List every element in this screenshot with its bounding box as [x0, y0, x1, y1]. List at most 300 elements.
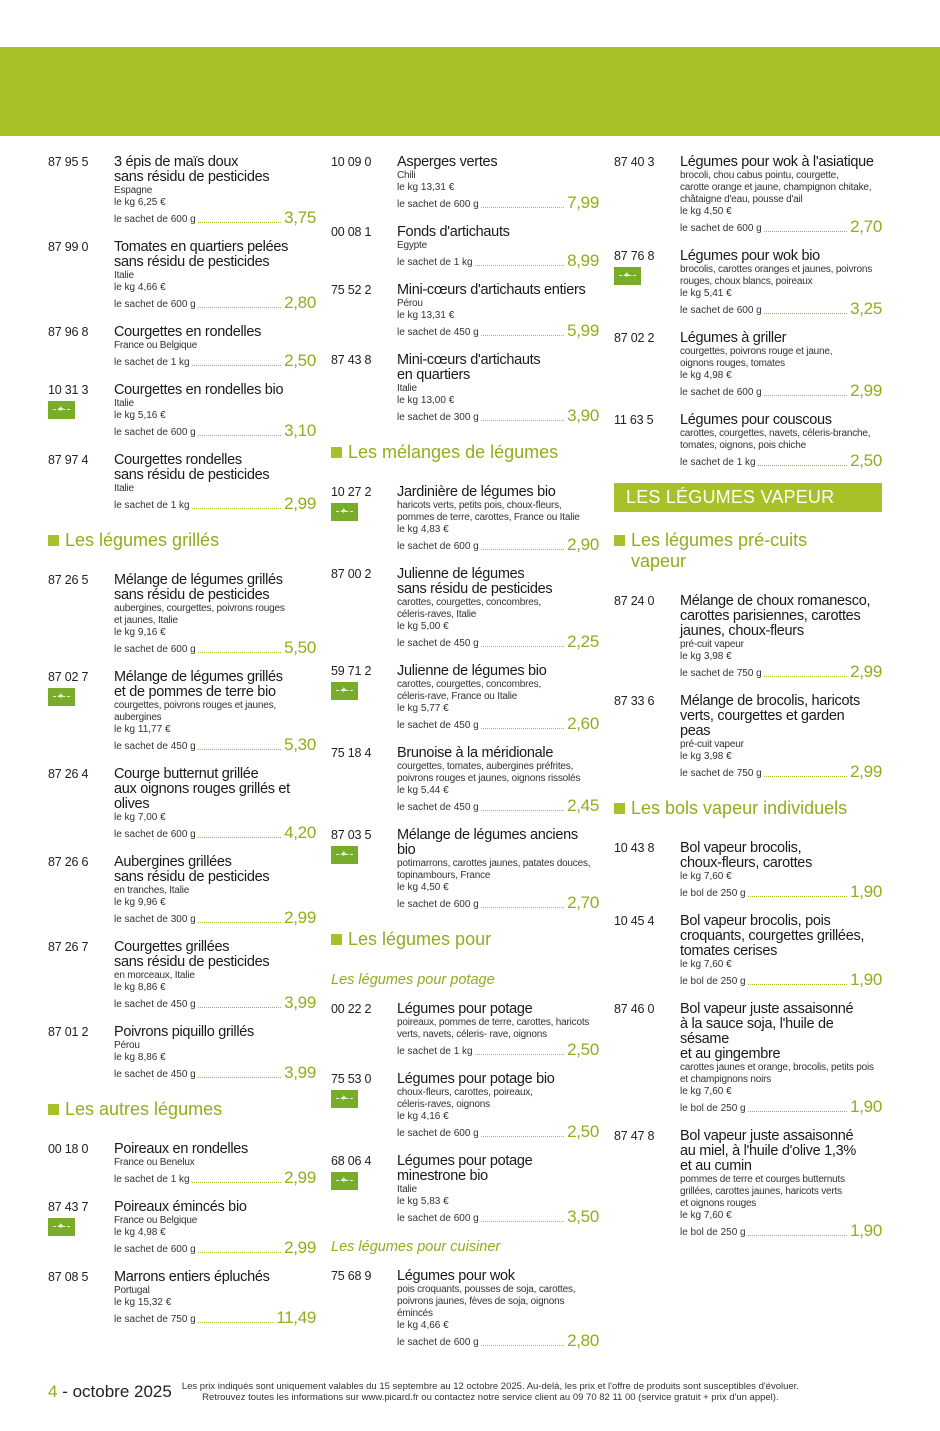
product-code-cell: [48, 453, 114, 512]
product-body: [114, 1200, 316, 1256]
product-code-cell: [48, 240, 114, 311]
product-code: 68 06 4: [331, 1154, 372, 1168]
price-row: [680, 663, 882, 680]
leader-dots: [198, 837, 281, 838]
product-name: Courgettes en rondelles: [114, 324, 262, 340]
product-item: [614, 155, 882, 235]
product-description: choux-fleurs, carottes, poireaux,: [397, 1087, 533, 1098]
product-description: Pérou: [397, 298, 423, 309]
price-row: [397, 633, 599, 650]
bio-label-icon: [48, 401, 75, 419]
package-size: le sachet de 600 g: [114, 427, 196, 438]
product-item: [48, 940, 316, 1011]
product-price: 11,49: [276, 1308, 316, 1327]
product-code-cell: [331, 1072, 397, 1140]
leader-dots: [192, 1182, 282, 1183]
price-per-kg: le kg 3,98 €: [680, 751, 732, 762]
product-code-cell: [614, 249, 680, 317]
price-per-kg: le kg 4,98 €: [114, 1227, 166, 1238]
leader-dots: [481, 207, 564, 208]
product-item: [331, 225, 599, 269]
product-item: [48, 855, 316, 926]
product-body: [397, 1269, 599, 1349]
product-list: [331, 1269, 599, 1349]
product-list: [614, 841, 882, 1239]
product-code: 10 31 3: [48, 383, 89, 397]
product-name: Légumes pour wok bio: [680, 248, 820, 264]
product-description: céleris-rave, France ou Italie: [397, 691, 518, 702]
package-size: le bol de 250 g: [680, 976, 746, 987]
product-code: 00 22 2: [331, 1002, 372, 1016]
leader-dots: [764, 776, 847, 777]
price-row: [397, 252, 599, 269]
product-name: Jardinière de légumes bio: [397, 484, 556, 500]
product-item: [331, 1154, 599, 1225]
product-name: Brunoise à la méridionale: [397, 745, 554, 761]
package-size: le sachet de 1 kg: [397, 1046, 473, 1057]
leader-dots: [192, 508, 282, 509]
price-row: [680, 452, 882, 469]
leader-dots: [481, 1136, 564, 1137]
product-name: Julienne de légumes bio: [397, 663, 547, 679]
product-code: 75 53 0: [331, 1072, 372, 1086]
package-size: le sachet de 600 g: [114, 829, 196, 840]
product-body: [114, 453, 316, 512]
product-item: [331, 1072, 599, 1140]
product-body: [680, 914, 882, 988]
price-row: [114, 909, 316, 926]
leader-dots: [198, 435, 281, 436]
price-per-kg: le kg 8,86 €: [114, 982, 166, 993]
price-per-kg: le kg 4,66 €: [114, 282, 166, 293]
product-name: carottes parisiennes, carottes: [680, 608, 861, 624]
leader-dots: [481, 335, 564, 336]
price-row: [114, 736, 316, 753]
price-row: [680, 382, 882, 399]
price-row: [114, 422, 316, 439]
product-list: [331, 1002, 599, 1225]
product-code: 87 96 8: [48, 325, 89, 339]
product-body: [397, 567, 599, 650]
package-size: le sachet de 300 g: [397, 412, 479, 423]
leader-dots: [481, 907, 564, 908]
product-code-cell: [331, 1002, 397, 1058]
product-name: Asperges vertes: [397, 154, 498, 170]
price-per-kg: le kg 7,00 €: [114, 812, 166, 823]
product-body: [397, 746, 599, 814]
bio-label-icon: [331, 503, 358, 521]
section-title: Les légumes pour: [331, 929, 599, 950]
product-body: [680, 841, 882, 900]
product-name: Mini-cœurs d'artichauts entiers: [397, 282, 586, 298]
product-body: [114, 940, 316, 1011]
product-body: [397, 155, 599, 211]
product-price: 5,99: [567, 321, 599, 340]
product-description: et oignons rouges: [680, 1198, 757, 1209]
product-code: 00 08 1: [331, 225, 372, 239]
product-price: 4,20: [284, 823, 316, 842]
bio-label-icon: [331, 1090, 358, 1108]
product-price: 1,90: [850, 1097, 882, 1116]
product-description: poireaux, pommes de terre, carottes, haricots: [397, 1017, 590, 1028]
product-name: et au gingembre: [680, 1046, 781, 1062]
product-code: 10 43 8: [614, 841, 655, 855]
product-name: Légumes pour couscous: [680, 412, 832, 428]
product-name: Courgettes grillées: [114, 939, 230, 955]
product-body: [114, 1270, 316, 1326]
product-price: 2,99: [850, 762, 882, 781]
product-code-cell: [48, 155, 114, 226]
product-name: Légumes à griller: [680, 330, 787, 346]
product-name: croquants, courgettes grillées,: [680, 928, 865, 944]
product-price: 8,99: [567, 251, 599, 270]
product-name: sans résidu de pesticides: [114, 169, 270, 185]
price-row: [114, 1169, 316, 1186]
product-code-cell: [48, 1025, 114, 1081]
leader-dots: [748, 1235, 847, 1236]
price-row: [397, 536, 599, 553]
leader-dots: [481, 549, 564, 550]
package-size: le sachet de 1 kg: [114, 500, 190, 511]
product-list: [331, 155, 599, 424]
product-description: courgettes, poivrons rouges et jaunes,: [114, 700, 276, 711]
product-name: Légumes pour wok: [397, 1268, 515, 1284]
product-name: Courgettes rondelles: [114, 452, 242, 468]
leader-dots: [758, 465, 848, 466]
product-price: 2,25: [567, 632, 599, 651]
product-list: [48, 155, 316, 512]
product-code: 87 02 7: [48, 670, 89, 684]
product-description: haricots verts, petits pois, choux-fleurs,: [397, 500, 562, 511]
product-description: Portugal: [114, 1285, 150, 1296]
product-description: courgettes, tomates, aubergines préfrites,: [397, 761, 574, 772]
product-name: Courgettes en rondelles bio: [114, 382, 284, 398]
product-list: [331, 485, 599, 911]
product-price: 1,90: [850, 1221, 882, 1240]
product-name: Mélange de légumes grillés: [114, 572, 283, 588]
product-description: tomates, oignons, pois chiche: [680, 440, 806, 451]
package-size: le sachet de 1 kg: [397, 257, 473, 268]
product-body: [114, 240, 316, 311]
header-band: [0, 47, 940, 136]
product-name: et au cumin: [680, 1158, 752, 1174]
product-code: 10 27 2: [331, 485, 372, 499]
column-3: [614, 155, 882, 1253]
leader-dots: [764, 395, 847, 396]
price-row: [397, 894, 599, 911]
product-code-cell: [614, 1129, 680, 1239]
product-code-cell: [48, 1142, 114, 1186]
product-description: France ou Belgique: [114, 340, 198, 351]
product-code-cell: [48, 855, 114, 926]
product-code: 87 26 5: [48, 573, 89, 587]
product-price: 2,99: [284, 494, 316, 513]
product-code-cell: [331, 828, 397, 911]
product-name: sans résidu de pesticides: [114, 254, 270, 270]
price-per-kg: le kg 5,41 €: [680, 288, 732, 299]
bio-label-icon: [48, 688, 75, 706]
product-price: 3,50: [567, 1207, 599, 1226]
product-description: pré-cuit vapeur: [680, 739, 744, 750]
product-name: Poivrons piquillo grillés: [114, 1024, 254, 1040]
package-size: le sachet de 450 g: [397, 327, 479, 338]
package-size: le sachet de 600 g: [114, 1244, 196, 1255]
product-description: carottes, courgettes, concombres,: [397, 679, 542, 690]
leader-dots: [198, 1077, 281, 1078]
product-body: [680, 155, 882, 235]
product-body: [680, 594, 882, 680]
product-description: et champignons noirs: [680, 1074, 772, 1085]
product-code: 87 26 6: [48, 855, 89, 869]
product-description: Italie: [114, 270, 134, 281]
price-per-kg: le kg 9,96 €: [114, 897, 166, 908]
product-code: 87 01 2: [48, 1025, 89, 1039]
leader-dots: [764, 676, 847, 677]
product-item: [48, 767, 316, 841]
package-size: le sachet de 450 g: [114, 741, 196, 752]
product-item: [48, 383, 316, 439]
subsection-title: Les légumes pour cuisiner: [331, 1239, 501, 1255]
product-code: 75 68 9: [331, 1269, 372, 1283]
product-code: 87 43 7: [48, 1200, 89, 1214]
product-price: 3,99: [284, 1063, 316, 1082]
product-price: 2,70: [567, 893, 599, 912]
product-code: 87 24 0: [614, 594, 655, 608]
product-item: [331, 664, 599, 732]
package-size: le sachet de 750 g: [114, 1314, 196, 1325]
product-code-cell: [614, 413, 680, 469]
leader-dots: [481, 728, 564, 729]
price-per-kg: le kg 7,60 €: [680, 959, 732, 970]
product-name: Légumes pour potage bio: [397, 1071, 555, 1087]
product-description: Italie: [397, 1184, 417, 1195]
category-banner: LES LÉGUMES VAPEUR: [614, 483, 882, 512]
product-body: [397, 664, 599, 732]
section-title: Les bols vapeur individuels: [614, 798, 882, 819]
price-per-kg: le kg 5,44 €: [397, 785, 449, 796]
product-name: peas: [680, 723, 711, 739]
product-code: 75 18 4: [331, 746, 372, 760]
price-row: [397, 194, 599, 211]
product-item: [331, 746, 599, 814]
product-code-cell: [331, 664, 397, 732]
product-code: 59 71 2: [331, 664, 372, 678]
product-code: 10 45 4: [614, 914, 655, 928]
price-row: [397, 1123, 599, 1140]
product-description: Italie: [114, 483, 134, 494]
product-name: Légumes pour potage: [397, 1153, 533, 1169]
package-size: le sachet de 450 g: [397, 720, 479, 731]
product-code: 00 18 0: [48, 1142, 89, 1156]
product-code-cell: [614, 1002, 680, 1115]
price-row: [397, 797, 599, 814]
product-item: [331, 1269, 599, 1349]
product-name: Bol vapeur brocolis,: [680, 840, 802, 856]
leader-dots: [475, 1054, 565, 1055]
product-price: 2,50: [567, 1122, 599, 1141]
package-size: le sachet de 600 g: [114, 214, 196, 225]
product-body: [114, 383, 316, 439]
price-row: [114, 639, 316, 656]
product-description: carottes jaunes et orange, brocolis, petits pois: [680, 1062, 874, 1073]
product-item: [614, 594, 882, 680]
leader-dots: [764, 313, 847, 314]
price-per-kg: le kg 13,00 €: [397, 395, 455, 406]
product-code: 87 00 2: [331, 567, 372, 581]
product-description: Pérou: [114, 1040, 140, 1051]
product-name: Légumes pour potage: [397, 1001, 533, 1017]
bio-label-icon: [331, 1172, 358, 1190]
price-row: [680, 218, 882, 235]
product-name: Fonds d'artichauts: [397, 224, 510, 240]
package-size: le sachet de 600 g: [397, 899, 479, 910]
product-code: 87 47 8: [614, 1129, 655, 1143]
leader-dots: [764, 231, 847, 232]
product-code: 87 99 0: [48, 240, 89, 254]
legal-note: Les prix indiqués sont uniquement valables du 15 septembre au 12 octobre 2025. Au-delà, les prix et l'offre de produits sont susceptibles d'évoluer. Retrouvez toutes les informations sur www.picard.fr ou contactez notre service client au 09 70 82 11 00 (service gratuit + prix d'un appel).: [181, 1381, 799, 1403]
leader-dots: [475, 265, 565, 266]
product-description: Italie: [114, 398, 134, 409]
package-size: le sachet de 600 g: [114, 644, 196, 655]
product-code-cell: [331, 1154, 397, 1225]
leader-dots: [198, 652, 281, 653]
product-item: [614, 914, 882, 988]
product-price: 3,90: [567, 406, 599, 425]
package-size: le sachet de 1 kg: [680, 457, 756, 468]
product-name: minestrone bio: [397, 1168, 488, 1184]
product-item: [48, 573, 316, 656]
product-name: sans résidu de pesticides: [114, 869, 270, 885]
product-name: à la sauce soja, l'huile de sésame: [680, 1016, 834, 1047]
product-name: Marrons entiers épluchés: [114, 1269, 270, 1285]
product-code-cell: [48, 940, 114, 1011]
price-row: [397, 1332, 599, 1349]
price-per-kg: le kg 15,32 €: [114, 1297, 172, 1308]
product-code-cell: [331, 283, 397, 339]
product-price: 3,25: [850, 299, 882, 318]
product-body: [680, 249, 882, 317]
product-body: [114, 155, 316, 226]
product-name: Mélange de légumes grillés: [114, 669, 283, 685]
price-per-kg: le kg 13,31 €: [397, 182, 455, 193]
product-code-cell: [614, 914, 680, 988]
product-description: Italie: [397, 383, 417, 394]
product-price: 2,50: [567, 1040, 599, 1059]
product-code-cell: [614, 694, 680, 780]
product-description: carottes, courgettes, concombres,: [397, 597, 542, 608]
package-size: le sachet de 600 g: [680, 305, 762, 316]
price-row: [114, 824, 316, 841]
product-body: [680, 1002, 882, 1115]
leader-dots: [748, 896, 847, 897]
leader-dots: [481, 1221, 564, 1222]
product-item: [48, 670, 316, 753]
leader-dots: [198, 222, 281, 223]
product-item: [48, 1200, 316, 1256]
package-size: le sachet de 750 g: [680, 768, 762, 779]
price-per-kg: le kg 6,25 €: [114, 197, 166, 208]
product-price: 1,90: [850, 970, 882, 989]
product-name: et de pommes de terre bio: [114, 684, 276, 700]
product-price: 2,50: [284, 351, 316, 370]
price-per-kg: le kg 4,16 €: [397, 1111, 449, 1122]
section-marker-icon: [331, 447, 342, 458]
product-code-cell: [331, 353, 397, 424]
price-row: [114, 1309, 316, 1326]
product-name: sans résidu de pesticides: [397, 581, 553, 597]
product-description: pommes de terre et courges butternuts: [680, 1174, 845, 1185]
package-size: le bol de 250 g: [680, 1103, 746, 1114]
product-code-cell: [614, 841, 680, 900]
column-2: [331, 155, 599, 1363]
product-code: 10 09 0: [331, 155, 372, 169]
product-name: au miel, à l'huile d'olive 1,3%: [680, 1143, 856, 1159]
product-description: aubergines: [114, 712, 162, 723]
price-row: [397, 407, 599, 424]
product-item: [48, 1142, 316, 1186]
product-list: [48, 573, 316, 1081]
product-description: France ou Benelux: [114, 1157, 195, 1168]
product-item: [614, 331, 882, 399]
product-description: céleris-raves, Italie: [397, 609, 477, 620]
product-description: châtaigne d'eau, pousse d'ail: [680, 194, 803, 205]
product-price: 1,90: [850, 882, 882, 901]
product-description: céleris-raves, oignons: [397, 1099, 490, 1110]
package-size: le sachet de 1 kg: [114, 1174, 190, 1185]
product-code-cell: [614, 331, 680, 399]
product-code-cell: [48, 1200, 114, 1256]
product-description: Espagne: [114, 185, 153, 196]
product-price: 5,30: [284, 735, 316, 754]
price-per-kg: le kg 3,98 €: [680, 651, 732, 662]
package-size: le sachet de 450 g: [397, 802, 479, 813]
leader-dots: [198, 749, 281, 750]
product-list: [614, 155, 882, 469]
product-item: [48, 453, 316, 512]
product-price: 2,99: [284, 1238, 316, 1257]
price-per-kg: le kg 4,50 €: [680, 206, 732, 217]
product-body: [680, 694, 882, 780]
product-description: brocoli, chou cabus pointu, courgette,: [680, 170, 839, 181]
leader-dots: [198, 1322, 273, 1323]
product-description: brocolis, carottes oranges et jaunes, poivrons: [680, 264, 873, 275]
price-row: [680, 883, 882, 900]
product-code-cell: [48, 670, 114, 753]
product-code-cell: [48, 1270, 114, 1326]
product-price: 2,80: [284, 293, 316, 312]
product-body: [114, 325, 316, 369]
section-marker-icon: [331, 934, 342, 945]
package-size: le sachet de 450 g: [114, 1069, 196, 1080]
product-item: [614, 1129, 882, 1239]
page-footer: [48, 1381, 898, 1403]
product-item: [614, 249, 882, 317]
product-code: 87 40 3: [614, 155, 655, 169]
product-body: [397, 283, 599, 339]
column-1: [48, 155, 316, 1340]
section-title: Les légumes pré-cuits vapeur: [614, 530, 882, 572]
product-code: 87 03 5: [331, 828, 372, 842]
leader-dots: [198, 1007, 281, 1008]
product-name: 3 épis de maïs doux: [114, 154, 239, 170]
product-price: 2,90: [567, 535, 599, 554]
product-price: 3,99: [284, 993, 316, 1012]
product-name: Tomates en quartiers pelées: [114, 239, 289, 255]
product-name: Bol vapeur juste assaisonné: [680, 1128, 854, 1144]
price-row: [397, 1208, 599, 1225]
price-per-kg: le kg 5,83 €: [397, 1196, 449, 1207]
price-row: [680, 763, 882, 780]
